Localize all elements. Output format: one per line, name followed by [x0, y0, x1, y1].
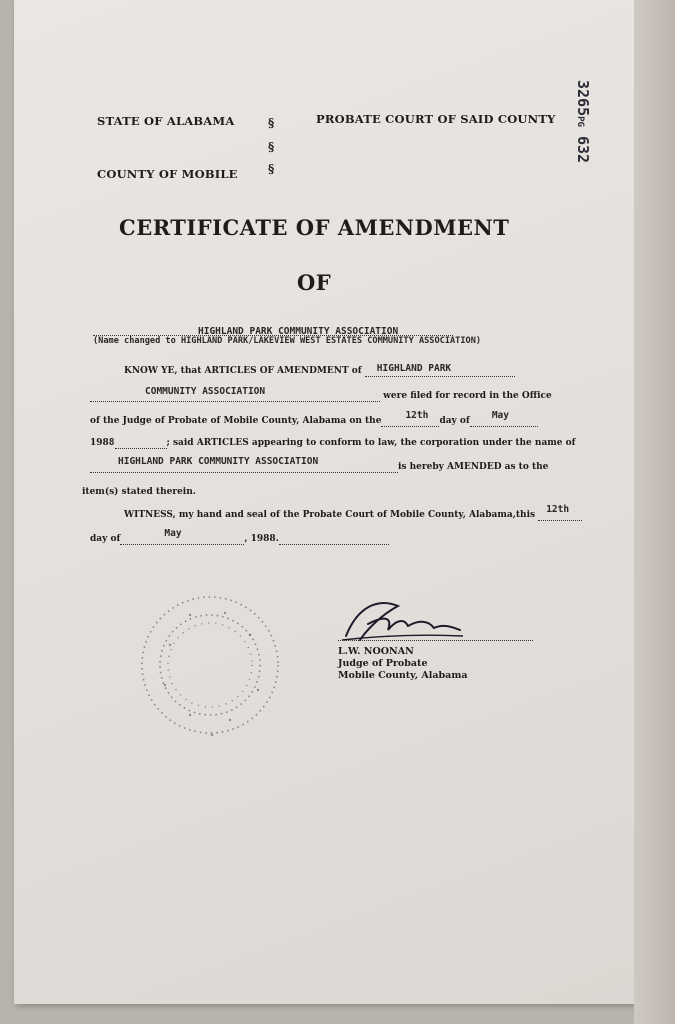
witness-day-blank — [538, 504, 582, 521]
amended-line — [90, 456, 549, 473]
name-part1: HIGHLAND PARK — [376, 363, 452, 374]
witness-month-blank — [120, 528, 244, 545]
amended-text: is hereby AMENDED as to the — [398, 462, 549, 472]
items-text: item(s) stated therein. — [82, 487, 196, 497]
day-blank — [381, 410, 439, 427]
filed-text: were filed for record in the Office — [383, 391, 552, 401]
conform-text: ; said ARTICLES appearing to conform to law, the corporation under the name of — [166, 438, 576, 448]
signer-county: Mobile County, Alabama — [338, 670, 468, 681]
filed-month: May — [491, 410, 509, 421]
witness-day: 12th — [546, 504, 570, 515]
name-blank — [365, 363, 515, 377]
month-blank — [470, 410, 538, 427]
name-blank-2 — [90, 386, 380, 402]
corp-blank — [90, 456, 398, 473]
judge-text: of the Judge of Probate of Mobile County, Alabama on the — [90, 416, 382, 426]
judge-signature — [338, 596, 468, 646]
certificate-page — [14, 0, 634, 1004]
know-ye-text — [124, 363, 515, 377]
state-label: STATE OF ALABAMA — [97, 114, 235, 128]
name-part2: COMMUNITY ASSOCIATION — [145, 386, 266, 397]
page-number: 632 — [574, 136, 592, 164]
background-edge — [634, 0, 675, 1024]
signer-name: L.W. NOONAN — [338, 646, 414, 657]
year-digit: 8 — [108, 437, 115, 448]
filed-line — [90, 386, 552, 402]
day-of-label: day of — [439, 416, 470, 426]
year-trail-blank — [279, 534, 389, 545]
witness-year: , 1988. — [244, 534, 279, 544]
year-prefix: 198 — [90, 438, 109, 448]
county-label: COUNTY OF MOBILE — [97, 167, 238, 181]
book-page-stamp — [574, 80, 592, 163]
conform-line — [90, 437, 576, 449]
name-change-note: (Name changed to HIGHLAND PARK/LAKEVIEW WEST ESTATES COMMUNITY ASSOCIATION) — [93, 336, 482, 346]
court-label: PROBATE COURT OF SAID COUNTY — [316, 112, 556, 126]
brace-mark: § — [268, 140, 275, 154]
association-name: HIGHLAND PARK COMMUNITY ASSOCIATION — [198, 326, 399, 337]
witness-line — [124, 504, 582, 521]
corp-name: HIGHLAND PARK COMMUNITY ASSOCIATION — [118, 456, 319, 467]
court-seal — [130, 585, 290, 745]
judge-line — [90, 410, 538, 427]
witness-day-of: day of — [90, 534, 121, 544]
know-ye-label: KNOW YE, that ARTICLES OF AMENDMENT of — [124, 366, 362, 376]
witness-month: May — [164, 528, 182, 539]
witness-text: WITNESS, my hand and seal of the Probate Court of Mobile County, Alabama,this — [124, 510, 536, 520]
witness-date-line — [90, 528, 389, 545]
title-of: OF — [297, 270, 332, 295]
brace-mark: § — [268, 162, 275, 176]
brace-mark: § — [268, 116, 275, 130]
signature-line — [338, 640, 533, 641]
certificate-title: CERTIFICATE OF AMENDMENT — [119, 215, 510, 240]
book-number: 3265 — [574, 80, 592, 117]
filed-day: 12th — [405, 410, 429, 421]
pg-label: PG — [575, 116, 585, 127]
year-blank — [115, 438, 167, 449]
signer-title: Judge of Probate — [338, 658, 428, 669]
